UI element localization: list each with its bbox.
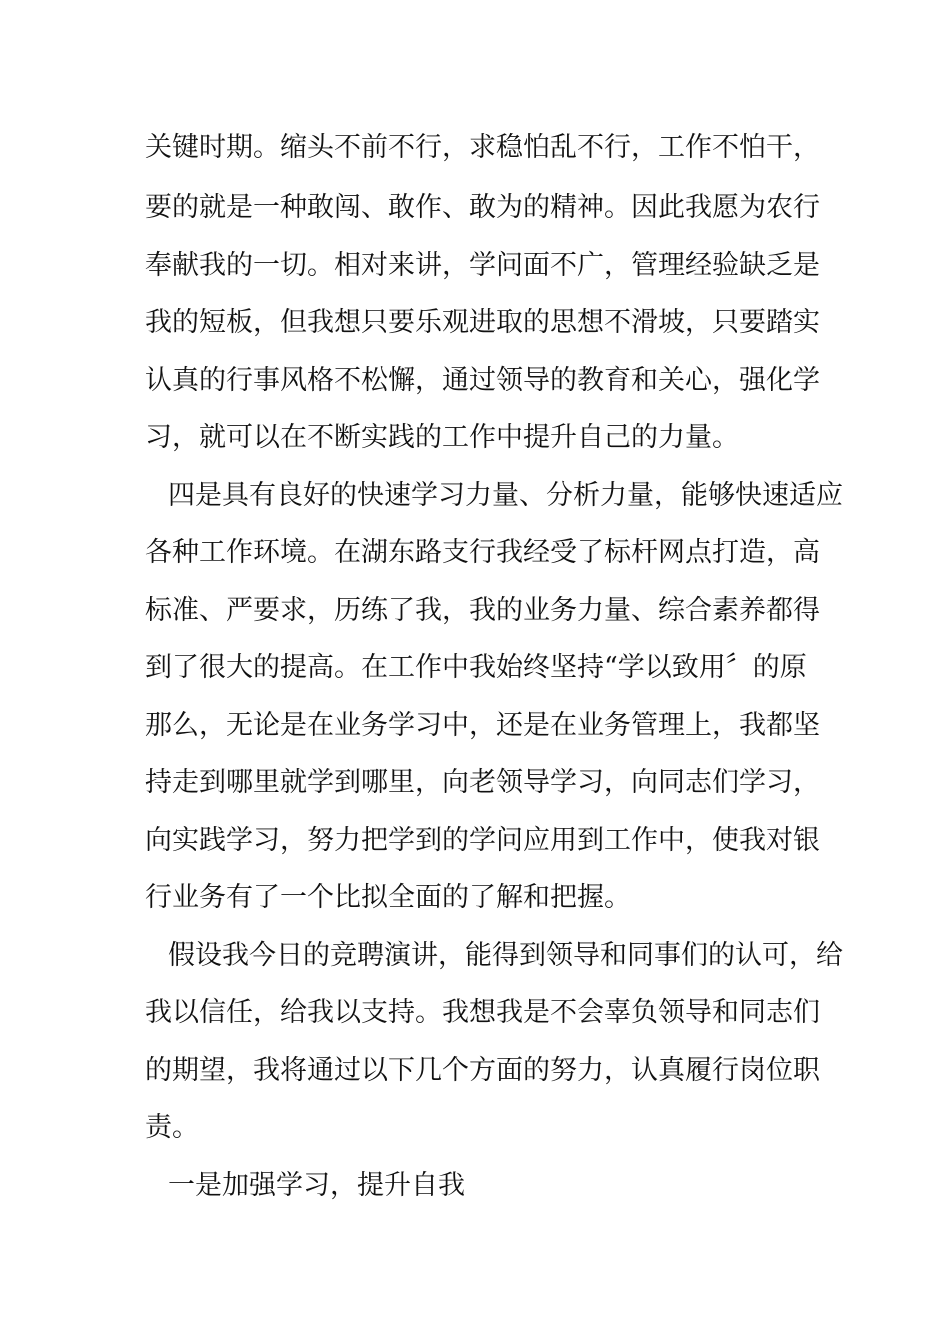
text-line: 我以信任，给我以支持。我想我是不会辜负领导和同志们 <box>145 997 820 1028</box>
paragraph-first-line: 四是具有良好的快速学习力量、分析力量，能够快速适应 <box>168 480 843 511</box>
text-line: 奉献我的一切。相对来讲，学问面不广，管理经验缺乏是 <box>145 250 820 281</box>
text-line: 标准、严要求，历练了我，我的业务力量、综合素养都得 <box>145 595 820 626</box>
paragraph-first-line: 假设我今日的竞聘演讲，能得到领导和同事们的认可，给 <box>168 940 843 971</box>
section-heading: 一是加强学习，提升自我 <box>168 1170 465 1201</box>
text-line: 行业务有了一个比拟全面的了解和把握。 <box>145 882 631 913</box>
text-line: 那么，无论是在业务学习中，还是在业务管理上，我都坚 <box>145 710 820 741</box>
text-line: 责。 <box>145 1112 199 1143</box>
text-line: 关键时期。缩头不前不行，求稳怕乱不行，工作不怕干， <box>145 132 820 163</box>
text-line: 习，就可以在不断实践的工作中提升自己的力量。 <box>145 422 739 453</box>
text-line: 持走到哪里就学到哪里，向老领导学习，向同志们学习， <box>145 767 820 798</box>
text-line: 向实践学习，努力把学到的学问应用到工作中，使我对银 <box>145 825 820 856</box>
text-line: 各种工作环境。在湖东路支行我经受了标杆网点打造，高 <box>145 537 820 568</box>
text-line: 我的短板，但我想只要乐观进取的思想不滑坡，只要踏实 <box>145 307 820 338</box>
text-line: 的期望，我将通过以下几个方面的努力，认真履行岗位职 <box>145 1055 820 1086</box>
text-line: 要的就是一种敢闯、敢作、敢为的精神。因此我愿为农行 <box>145 192 820 223</box>
text-line: 到了很大的提高。在工作中我始终坚持“学以致用〞的原 <box>145 652 807 683</box>
text-line: 认真的行事风格不松懈，通过领导的教育和关心，强化学 <box>145 365 820 396</box>
